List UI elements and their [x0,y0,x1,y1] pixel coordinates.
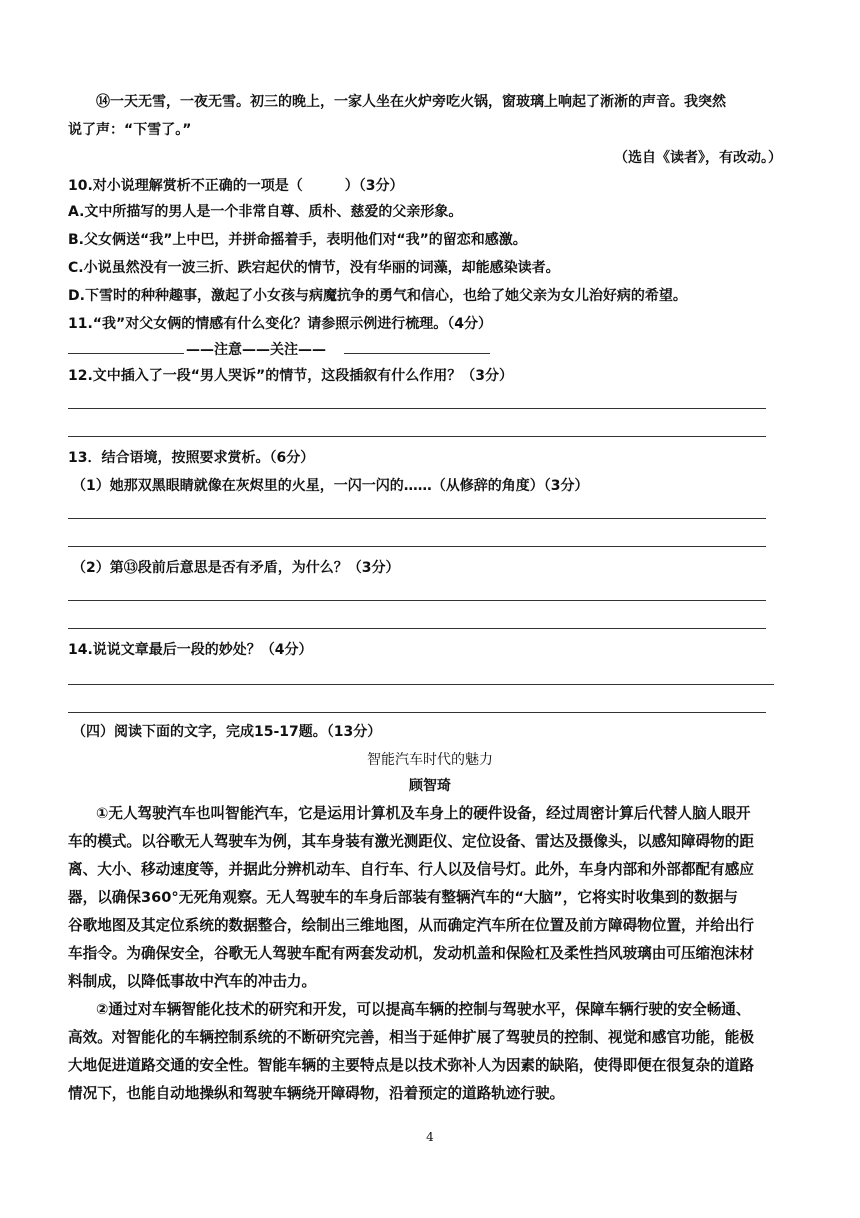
question-13-1: （1）她那双黑眼睛就像在灰烬里的火星，一闪一闪的……（从修辞的角度）（3分） [72,478,589,494]
question-10-option-c: C.小说虽然没有一波三折、跌宕起伏的情节，没有华丽的词藻，却能感染读者。 [68,260,560,276]
article-title: 智能汽车时代的魅力 [367,752,493,768]
article-para-2-line-2: 高效。对智能化的车辆控制系统的不断研究完善，相当于延伸扩展了驾驶员的控制、视觉和感官功能，能极 [68,1029,754,1046]
answer-blank-11-b[interactable] [344,353,490,354]
article-para-1-line-2: 车的模式。以谷歌无人驾驶车为例，其车身装有激光测距仪、定位设备、雷达及摄像头，以感知障碍物的距 [68,833,754,850]
answer-line-13-2-b[interactable] [68,628,766,629]
article-para-1-line-7: 料制成，以降低事故中汽车的冲击力。 [68,973,317,990]
article-para-1-line-4: 器，以确保360°无死角观察。无人驾驶车的车身后部装有整辆汽车的“大脑”，它将实时收集到的数据与 [68,889,738,906]
answer-line-14-b[interactable] [68,712,766,713]
question-13: 13．结合语境，按照要求赏析。（6分） [68,450,315,466]
answer-blank-11-a[interactable] [68,353,184,354]
question-10-option-d: D.下雪时的种种趣事，激起了小女孩与病魔抗争的勇气和信心，也给了她父亲为女儿治好病的希望。 [68,288,687,304]
answer-line-13-2-a[interactable] [68,600,766,601]
question-14: 14.说说文章最后一段的妙处？（4分） [68,642,313,658]
question-10-option-a: A.文中所描写的男人是一个非常自尊、质朴、慈爱的父亲形象。 [68,204,463,220]
question-11: 11.“我”对父女俩的情感有什么变化？请参照示例进行梳理。（4分） [68,316,492,332]
article-author: 顾智琦 [409,778,451,794]
question-11-chain: ——注意——关注—— [186,342,326,358]
article-para-2-line-4: 情况下，也能自动地操纵和驾驶车辆绕开障碍物，沿着预定的道路轨迹行驶。 [68,1085,565,1102]
answer-line-12-1[interactable] [68,408,766,409]
story-para-14-line-1: ⑭一天无雪，一夜无雪。初三的晚上，一家人坐在火炉旁吃火锅，窗玻璃上响起了淅淅的声音。我突然 [96,94,726,110]
answer-line-13-1-b[interactable] [68,546,766,547]
section-4-heading: （四）阅读下面的文字，完成15-17题。（13分） [72,724,382,740]
article-para-1-line-3: 离、大小、移动速度等，并据此分辨机动车、自行车、行人以及信号灯。此外，车身内部和外部都配有感应 [68,861,754,878]
story-source: （选自《读者》，有改动。） [614,150,782,166]
question-13-2: （2）第⑬段前后意思是否有矛盾，为什么？（3分） [72,560,400,576]
article-para-1-line-6: 车指令。为确保安全，谷歌无人驾驶车配有两套发动机，发动机盖和保险杠及柔性挡风玻璃由可压缩泡沫材 [68,945,754,962]
question-10-option-b: B.父女俩送“我”上中巴，并拼命摇着手，表明他们对“我”的留恋和感激。 [68,232,527,248]
question-10: 10.对小说理解赏析不正确的一项是（ ）（3分） [68,178,404,194]
question-12: 12.文中插入了一段“男人哭诉”的情节，这段插叙有什么作用？（3分） [68,368,513,384]
answer-line-14-a[interactable] [68,684,774,685]
answer-line-13-1-a[interactable] [68,518,766,519]
article-para-1-line-5: 谷歌地图及其定位系统的数据整合，绘制出三维地图，从而确定汽车所在位置及前方障碍物位置，并给出行 [68,917,754,934]
answer-line-12-2[interactable] [68,436,766,437]
article-para-1-line-1: ①无人驾驶汽车也叫智能汽车，它是运用计算机及车身上的硬件设备，经过周密计算后代替人脑人眼开 [96,805,751,822]
article-para-2-line-1: ②通过对车辆智能化技术的研究和开发，可以提高车辆的控制与驾驶水平，保障车辆行驶的安全畅通、 [96,1001,751,1018]
article-para-2-line-3: 大地促进道路交通的安全性。智能车辆的主要特点是以技术弥补人为因素的缺陷，使得即便在很复杂的道路 [68,1057,754,1074]
story-para-14-line-2: 说了声：“下雪了。” [68,122,192,138]
page-number: 4 [426,1130,434,1144]
